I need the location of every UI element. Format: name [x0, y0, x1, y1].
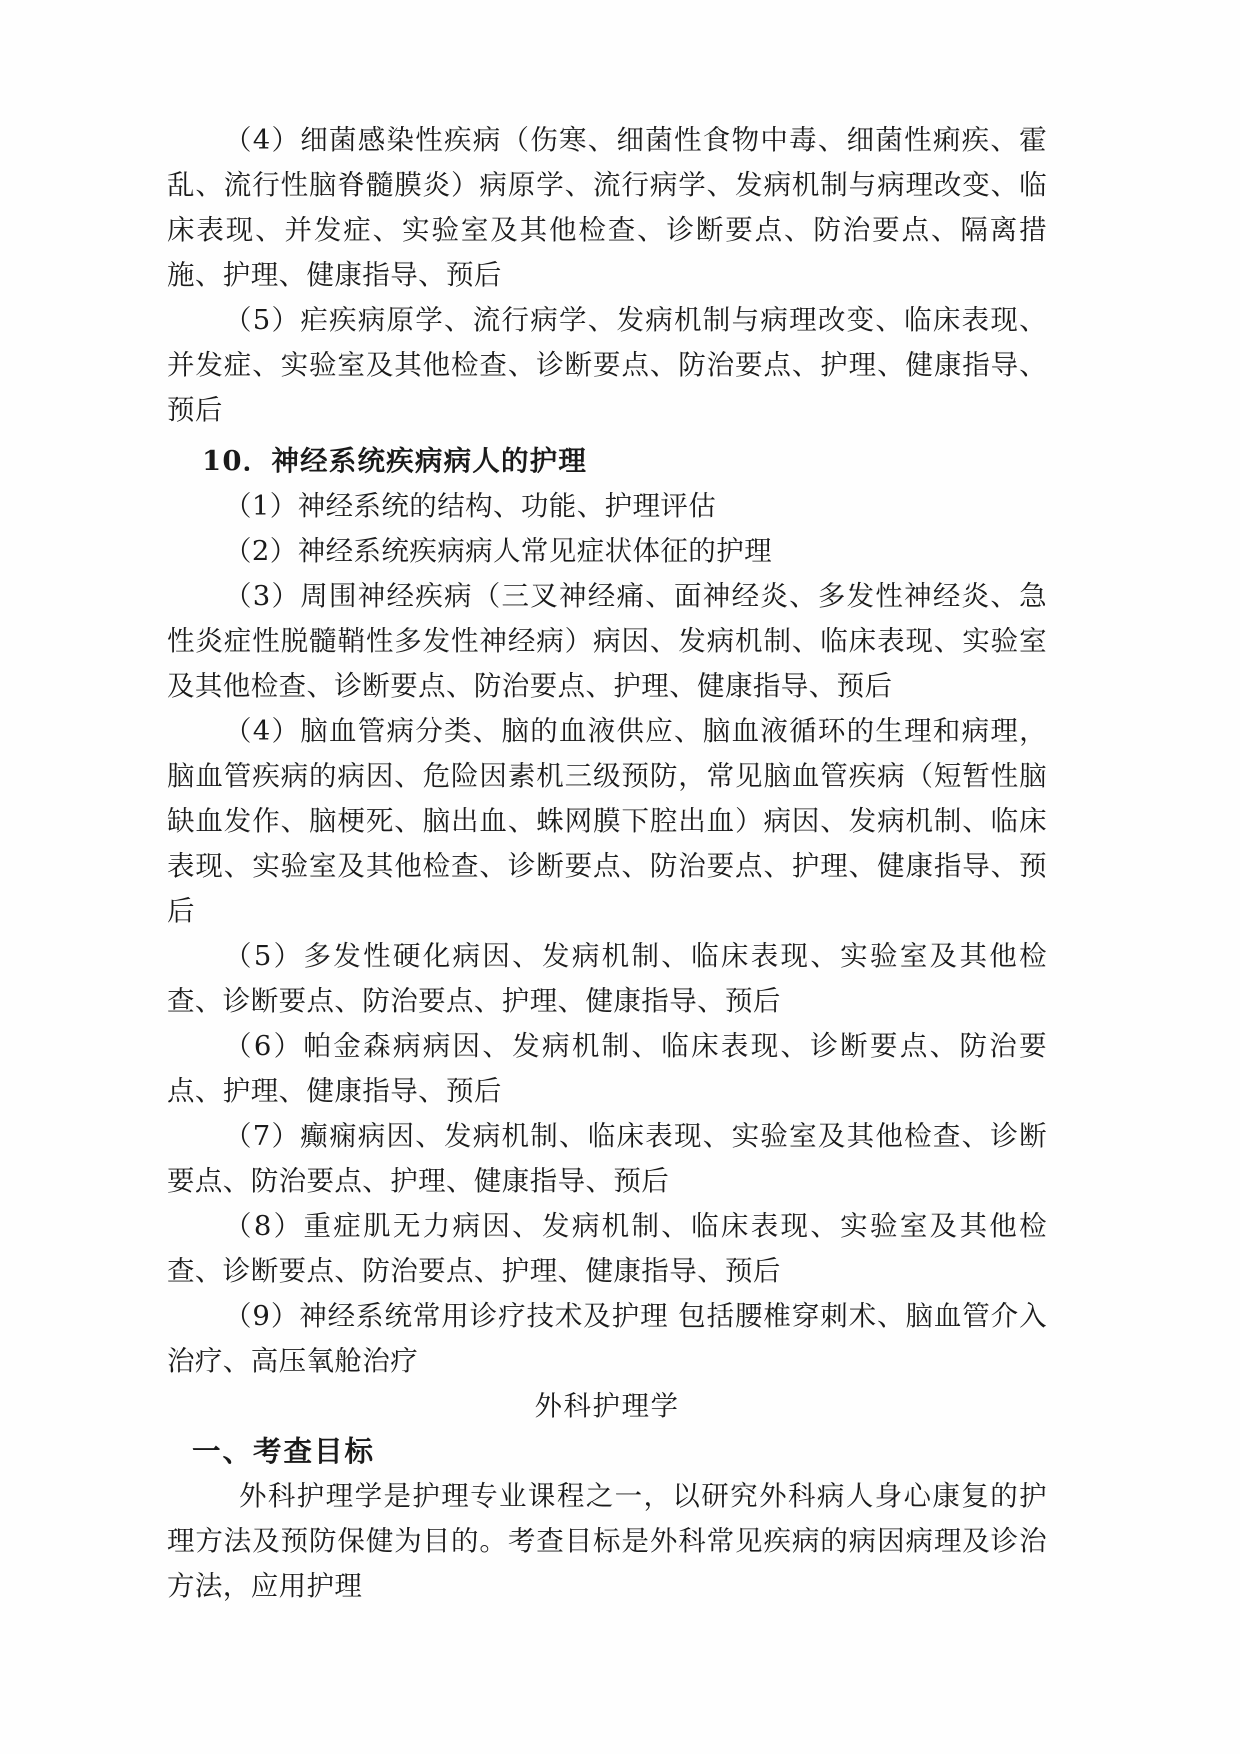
- paragraph-neuro-item-6: （6）帕金森病病因、发病机制、临床表现、诊断要点、防治要点、护理、健康指导、预后: [167, 1030, 1047, 1107]
- paragraph-surgical-nursing-intro: 外科护理学是护理专业课程之一，以研究外科病人身心康复的护理方法及预防保健为目的。考查目标是外科常见疾病的病因病理及诊治方法，应用护理: [167, 1480, 1047, 1602]
- text-column: [167, 118, 1047, 1609]
- section-heading-examination-objectives: 一、考查目标: [192, 1434, 376, 1468]
- paragraph-neuro-item-1: （1）神经系统的结构、功能、护理评估: [224, 490, 717, 522]
- paragraph-infectious-item-4: （4）细菌感染性疾病（伤寒、细菌性食物中毒、细菌性痢疾、霍乱、流行性脑脊髓膜炎）病原学、流行病学、发病机制与病理改变、临床表现、并发症、实验室及其他检查、诊断要点、防治要点、隔离措施、护理、健康指导、预后: [167, 124, 1047, 291]
- heading-neurological-nursing: 10．神经系统疾病病人的护理: [202, 445, 588, 477]
- paragraph-neuro-item-9: （9）神经系统常用诊疗技术及护理 包括腰椎穿刺术、脑血管介入治疗、高压氧舱治疗: [167, 1300, 1047, 1377]
- paragraph-neuro-item-4: （4）脑血管病分类、脑的血液供应、脑血液循环的生理和病理，脑血管疾病的病因、危险因素机三级预防，常见脑血管疾病（短暂性脑缺血发作、脑梗死、脑出血、蛛网膜下腔出血）病因、发病机制、临床表现、实验室及其他检查、诊断要点、防治要点、护理、健康指导、预后: [167, 715, 1047, 927]
- paragraph-neuro-item-8: （8）重症肌无力病因、发病机制、临床表现、实验室及其他检查、诊断要点、防治要点、护理、健康指导、预后: [167, 1210, 1047, 1287]
- paragraph-neuro-item-5: （5）多发性硬化病因、发病机制、临床表现、实验室及其他检查、诊断要点、防治要点、护理、健康指导、预后: [167, 940, 1047, 1017]
- paragraph-neuro-item-3: （3）周围神经疾病（三叉神经痛、面神经炎、多发性神经炎、急性炎症性脱髓鞘性多发性神经病）病因、发病机制、临床表现、实验室及其他检查、诊断要点、防治要点、护理、健康指导、预后: [167, 580, 1047, 702]
- chapter-title-surgical-nursing: 外科护理学: [534, 1390, 680, 1422]
- paragraph-neuro-item-7: （7）癫痫病因、发病机制、临床表现、实验室及其他检查、诊断要点、防治要点、护理、健康指导、预后: [167, 1120, 1047, 1197]
- paragraph-infectious-item-5: （5）疟疾病原学、流行病学、发病机制与病理改变、临床表现、并发症、实验室及其他检查、诊断要点、防治要点、护理、健康指导、预后: [167, 304, 1047, 426]
- paragraph-neuro-item-2: （2）神经系统疾病病人常见症状体征的护理: [224, 535, 772, 567]
